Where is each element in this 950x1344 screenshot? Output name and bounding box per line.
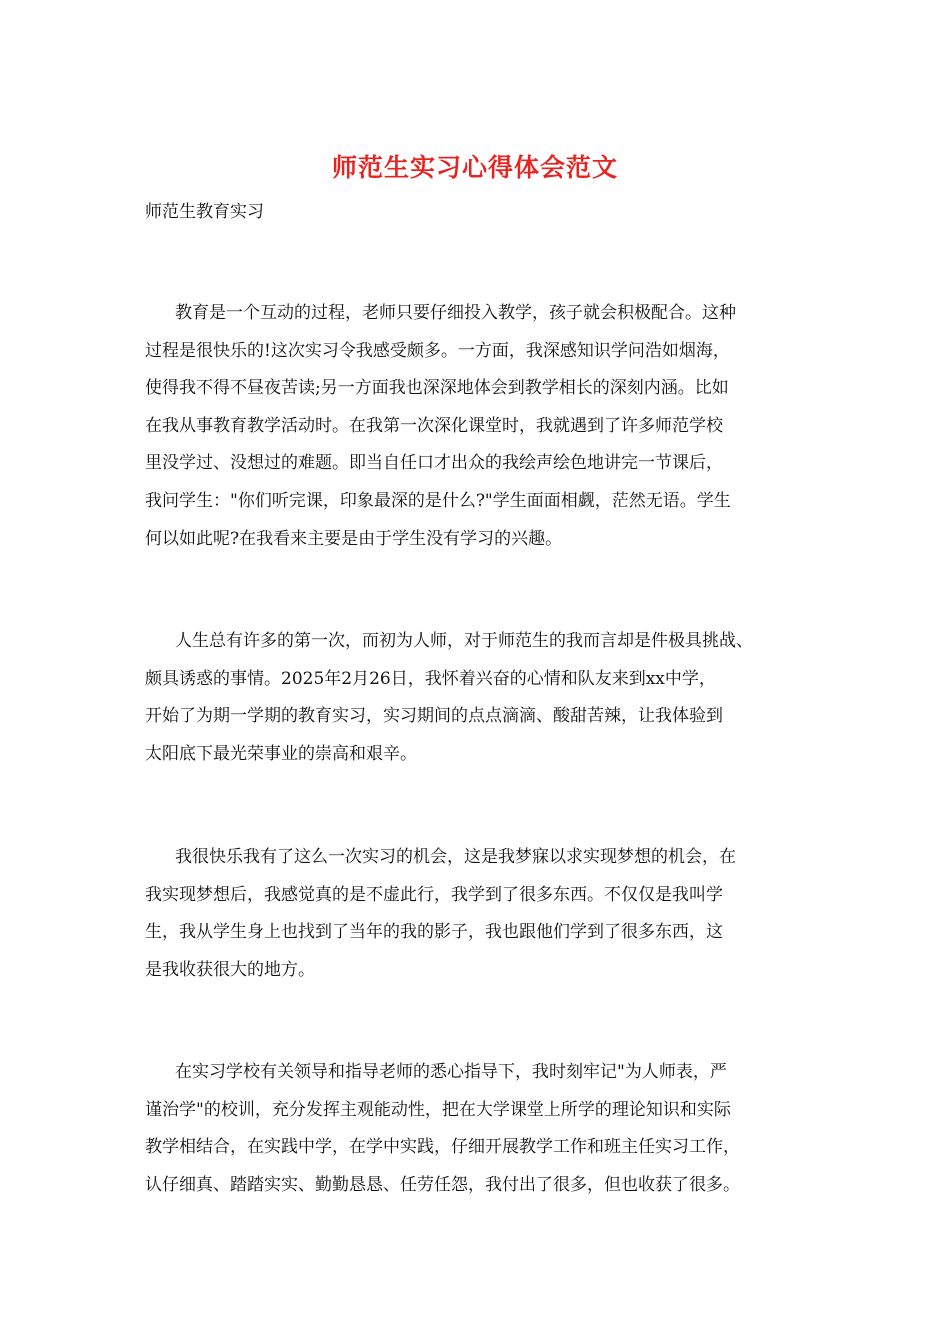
paragraph-line: 何以如此呢?在我看来主要是由于学生没有学习的兴趣。 — [145, 528, 563, 549]
paragraph — [145, 1054, 835, 1204]
document-title: 师范生实习心得体会范文 — [331, 153, 618, 182]
paragraph-line: 开始了为期一学期的教育实习，实习期间的点点滴滴、酸甜苦辣，让我体验到 — [145, 706, 723, 727]
paragraph-line: 认仔细真、踏踏实实、勤勤恳恳、任劳任怨，我付出了很多，但也收获了很多。 — [145, 1174, 740, 1195]
paragraph-line: 教学相结合，在实践中学，在学中实践，仔细开展教学工作和班主任实习工作， — [145, 1137, 740, 1158]
paragraph-line: 颇具诱惑的事情。2025年2月26日，我怀着兴奋的心情和队友来到xx中学， — [145, 668, 716, 689]
paragraph-line: 我实现梦想后，我感觉真的是不虚此行，我学到了很多东西。不仅仅是我叫学 — [145, 884, 723, 905]
paragraph-line: 使得我不得不昼夜苦读;另一方面我也深深地体会到教学相长的深刻内涵。比如 — [145, 378, 729, 399]
paragraph-line: 人生总有许多的第一次，而初为人师，对于师范生的我而言却是件极具挑战、 — [175, 631, 753, 651]
paragraph-line: 在我从事教育教学活动时。在我第一次深化课堂时，我就遇到了许多师范学校 — [145, 415, 723, 436]
paragraph-line: 我很快乐我有了这么一次实习的机会，这是我梦寐以求实现梦想的机会，在 — [175, 847, 736, 867]
paragraph-line: 谨治学"的校训，充分发挥主观能动性，把在大学课堂上所学的理论知识和实际 — [145, 1099, 731, 1120]
paragraph-line: 里没学过、没想过的难题。即当自任口才出众的我绘声绘色地讲完一节课后， — [145, 453, 723, 474]
paragraph — [145, 623, 835, 773]
paragraph-line: 在实习学校有关领导和指导老师的悉心指导下，我时刻牢记"为人师表，严 — [175, 1062, 727, 1082]
paragraph-line: 教育是一个互动的过程，老师只要仔细投入教学，孩子就会积极配合。这种 — [175, 303, 736, 323]
paragraph-line: 我问学生："你们听完课，印象最深的是什么?"学生面面相觑，茫然无语。学生 — [145, 490, 731, 511]
paragraph — [145, 839, 835, 989]
paragraph-line: 是我收获很大的地方。 — [145, 959, 315, 980]
paragraph-line: 太阳底下最光荣事业的崇高和艰辛。 — [145, 743, 417, 764]
paragraph — [145, 295, 835, 558]
paragraph-line: 过程是很快乐的!这次实习令我感受颇多。一方面，我深感知识学问浩如烟海， — [145, 340, 730, 361]
document-subtitle: 师范生教育实习 — [145, 202, 264, 222]
paragraph-line: 生，我从学生身上也找到了当年的我的影子，我也跟他们学到了很多东西，这 — [145, 922, 723, 943]
